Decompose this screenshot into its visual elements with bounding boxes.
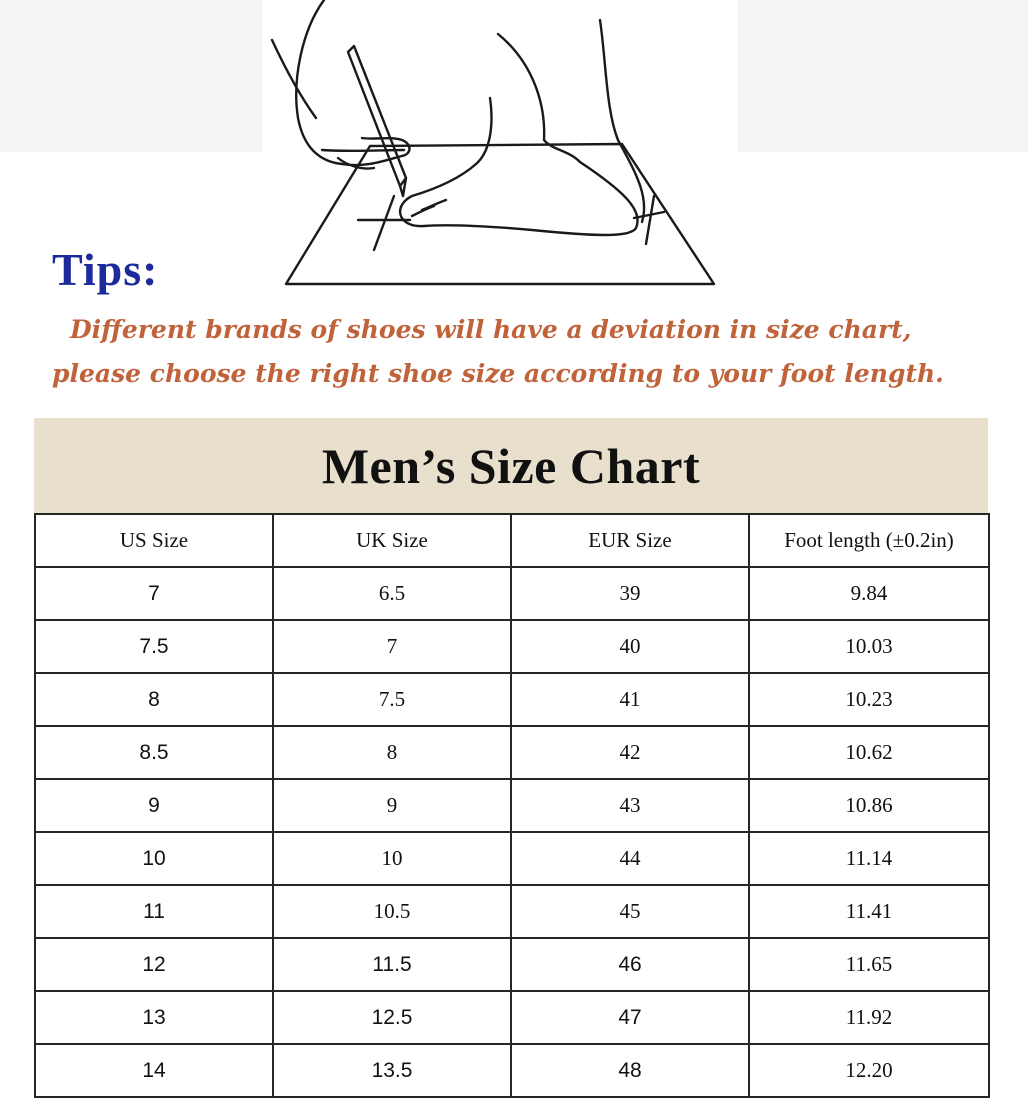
uk-size-cell: 8 xyxy=(273,726,511,779)
eur-size-cell: 41 xyxy=(511,673,749,726)
table-row xyxy=(35,991,989,1044)
foot-length-cell: 10.03 xyxy=(749,620,989,673)
uk-size-cell: 7.5 xyxy=(273,673,511,726)
table-row xyxy=(35,938,989,991)
table-row xyxy=(35,726,989,779)
us-size-cell: 7 xyxy=(35,567,273,620)
us-size-cell: 10 xyxy=(35,832,273,885)
eur-size-cell: 40 xyxy=(511,620,749,673)
us-size-cell: 11 xyxy=(35,885,273,938)
eur-size-cell: 42 xyxy=(511,726,749,779)
uk-size-cell: 7 xyxy=(273,620,511,673)
table-header-row xyxy=(35,514,989,567)
hand-outline xyxy=(296,0,409,165)
table-row xyxy=(35,1044,989,1097)
foot-length-cell: 10.23 xyxy=(749,673,989,726)
table-row xyxy=(35,673,989,726)
foot-length-cell: 11.65 xyxy=(749,938,989,991)
size-chart xyxy=(34,418,988,1090)
chart-title: Men’s Size Chart xyxy=(321,437,701,494)
header-us-size: US Size xyxy=(35,514,273,567)
uk-size-cell: 6.5 xyxy=(273,567,511,620)
header-eur-size: EUR Size xyxy=(511,514,749,567)
foot-length-cell: 10.62 xyxy=(749,726,989,779)
uk-size-cell: 10 xyxy=(273,832,511,885)
eur-size-cell: 48 xyxy=(511,1044,749,1097)
foot-length-cell: 11.14 xyxy=(749,832,989,885)
foot-length-cell: 10.86 xyxy=(749,779,989,832)
table-row xyxy=(35,885,989,938)
foot-length-cell: 11.41 xyxy=(749,885,989,938)
table-row xyxy=(35,567,989,620)
uk-size-cell: 9 xyxy=(273,779,511,832)
header-foot-length: Foot length (±0.2in) xyxy=(749,514,989,567)
table-row xyxy=(35,620,989,673)
foot-length-cell: 11.92 xyxy=(749,991,989,1044)
us-size-cell: 13 xyxy=(35,991,273,1044)
uk-size-cell: 11.5 xyxy=(273,938,511,991)
size-table xyxy=(34,513,990,1098)
us-size-cell: 8.5 xyxy=(35,726,273,779)
eur-size-cell: 43 xyxy=(511,779,749,832)
chart-title-band xyxy=(34,418,988,513)
us-size-cell: 12 xyxy=(35,938,273,991)
uk-size-cell: 10.5 xyxy=(273,885,511,938)
us-size-cell: 8 xyxy=(35,673,273,726)
eur-size-cell: 45 xyxy=(511,885,749,938)
tips-text-line-2: please choose the right shoe size according to your foot length. xyxy=(52,359,944,388)
tips-title: Tips: xyxy=(52,244,159,295)
uk-size-cell: 13.5 xyxy=(273,1044,511,1097)
tips-text-line-1: Different brands of shoes will have a deviation in size chart, xyxy=(70,315,912,344)
foot-length-cell: 9.84 xyxy=(749,567,989,620)
eur-size-cell: 39 xyxy=(511,567,749,620)
table-row xyxy=(35,779,989,832)
eur-size-cell: 44 xyxy=(511,832,749,885)
foot-length-cell: 12.20 xyxy=(749,1044,989,1097)
foot-measuring-illustration xyxy=(262,0,738,292)
us-size-cell: 7.5 xyxy=(35,620,273,673)
us-size-cell: 9 xyxy=(35,779,273,832)
eur-size-cell: 47 xyxy=(511,991,749,1044)
header-uk-size: UK Size xyxy=(273,514,511,567)
uk-size-cell: 12.5 xyxy=(273,991,511,1044)
table-row xyxy=(35,832,989,885)
eur-size-cell: 46 xyxy=(511,938,749,991)
us-size-cell: 14 xyxy=(35,1044,273,1097)
